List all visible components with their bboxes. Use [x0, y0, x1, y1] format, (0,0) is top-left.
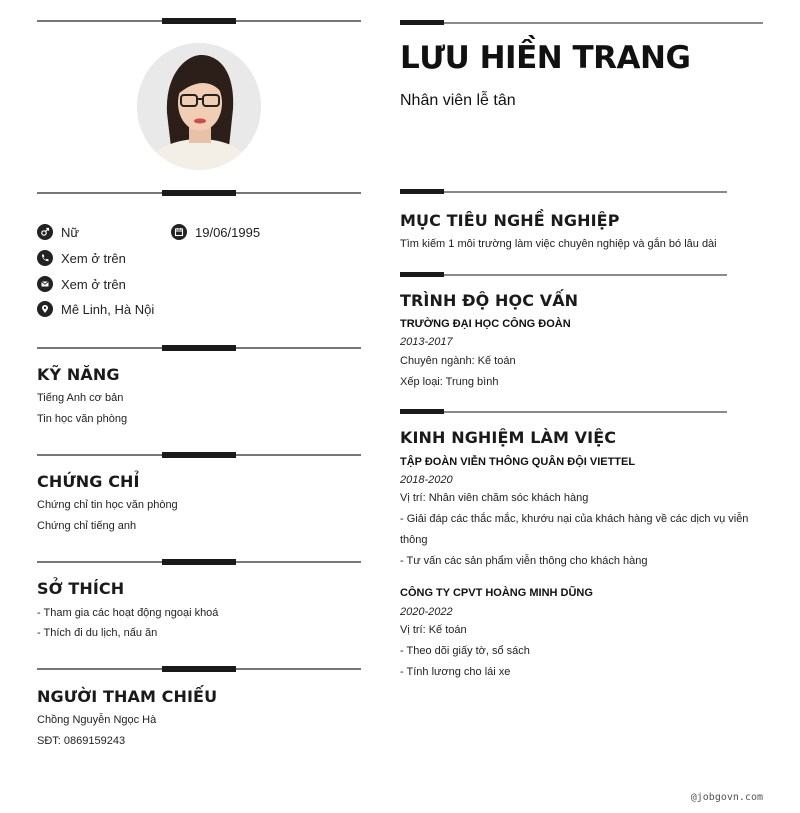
divider: [400, 189, 727, 195]
job-line: - Giải đáp các thắc mắc, khướu nại của khách hàng về các dịch vụ viễn: [400, 513, 749, 525]
divider: [37, 189, 361, 197]
divider: [37, 451, 361, 459]
job-company: CÔNG TY CPVT HOÀNG MINH DŨNG: [400, 587, 593, 599]
divider: [400, 20, 763, 26]
job-line: thông: [400, 534, 428, 546]
email-icon: [37, 276, 53, 292]
skill-item: Tiếng Anh cơ bản: [37, 392, 124, 404]
avatar: [137, 43, 261, 170]
objective-text: Tìm kiếm 1 môi trường làm việc chuyên nghiệp và gắn bó lâu dài: [400, 238, 717, 250]
candidate-name: LƯU HIỀN TRANG: [400, 40, 691, 76]
reference-item: SĐT: 0869159243: [37, 735, 126, 747]
portrait-photo: [137, 43, 261, 170]
certificates-title: CHỨNG CHỈ: [37, 472, 140, 491]
gender-text: Nữ: [61, 224, 80, 240]
hobbies-title: SỞ THÍCH: [37, 579, 125, 598]
gender-item: [37, 224, 79, 240]
phone-icon: [37, 250, 53, 266]
education-major: Chuyên ngành: Kế toán: [400, 355, 516, 367]
calendar-icon: [171, 224, 187, 240]
gender-icon: [37, 224, 53, 240]
education-period: 2013-2017: [400, 336, 453, 348]
school-name: TRƯỜNG ĐẠI HỌC CÔNG ĐOÀN: [400, 318, 571, 330]
divider: [400, 409, 727, 415]
job-period: 2018-2020: [400, 474, 453, 486]
hobby-item: - Tham gia các hoạt động ngoại khoá: [37, 607, 219, 619]
email-item: [37, 276, 126, 292]
job-line: - Tính lương cho lái xe: [400, 666, 511, 678]
divider: [37, 558, 361, 566]
phone-text: Xem ở trên: [61, 250, 126, 266]
dob-item: [171, 224, 260, 240]
skills-title: KỸ NĂNG: [37, 365, 120, 384]
job-line: Vị trí: Nhân viên chăm sóc khách hàng: [400, 492, 589, 504]
skill-item: Tin học văn phòng: [37, 413, 128, 425]
job-company: TẬP ĐOÀN VIỄN THÔNG QUÂN ĐỘI VIETTEL: [400, 456, 636, 468]
objective-title: MỤC TIÊU NGHỀ NGHIỆP: [400, 211, 620, 230]
certificate-item: Chứng chỉ tin học văn phòng: [37, 499, 178, 511]
job-line: - Theo dõi giấy tờ, sổ sách: [400, 645, 530, 657]
education-title: TRÌNH ĐỘ HỌC VẤN: [400, 291, 579, 310]
email-text: Xem ở trên: [61, 276, 126, 292]
divider: [37, 17, 361, 25]
divider: [37, 665, 361, 673]
reference-item: Chồng Nguyễn Ngọc Hà: [37, 714, 157, 726]
location-icon: [37, 301, 53, 317]
phone-item: [37, 250, 126, 266]
dob-text: 19/06/1995: [195, 224, 261, 240]
job-line: Vị trí: Kế toán: [400, 624, 467, 636]
experience-title: KINH NGHIỆM LÀM VIỆC: [400, 428, 617, 447]
education-grade: Xếp loại: Trung bình: [400, 376, 499, 388]
candidate-role: Nhân viên lễ tân: [400, 92, 516, 109]
watermark: @jobgovn.com: [690, 792, 763, 803]
divider: [37, 344, 361, 352]
job-line: - Tư vấn các sản phẩm viễn thông cho khách hàng: [400, 555, 648, 567]
job-period: 2020-2022: [400, 606, 453, 618]
divider: [400, 272, 727, 278]
address-item: [37, 301, 154, 317]
references-title: NGƯỜI THAM CHIẾU: [37, 687, 218, 706]
hobby-item: - Thích đi du lịch, nấu ăn: [37, 627, 158, 639]
address-text: Mê Linh, Hà Nội: [61, 301, 155, 317]
certificate-item: Chứng chỉ tiếng anh: [37, 520, 137, 532]
